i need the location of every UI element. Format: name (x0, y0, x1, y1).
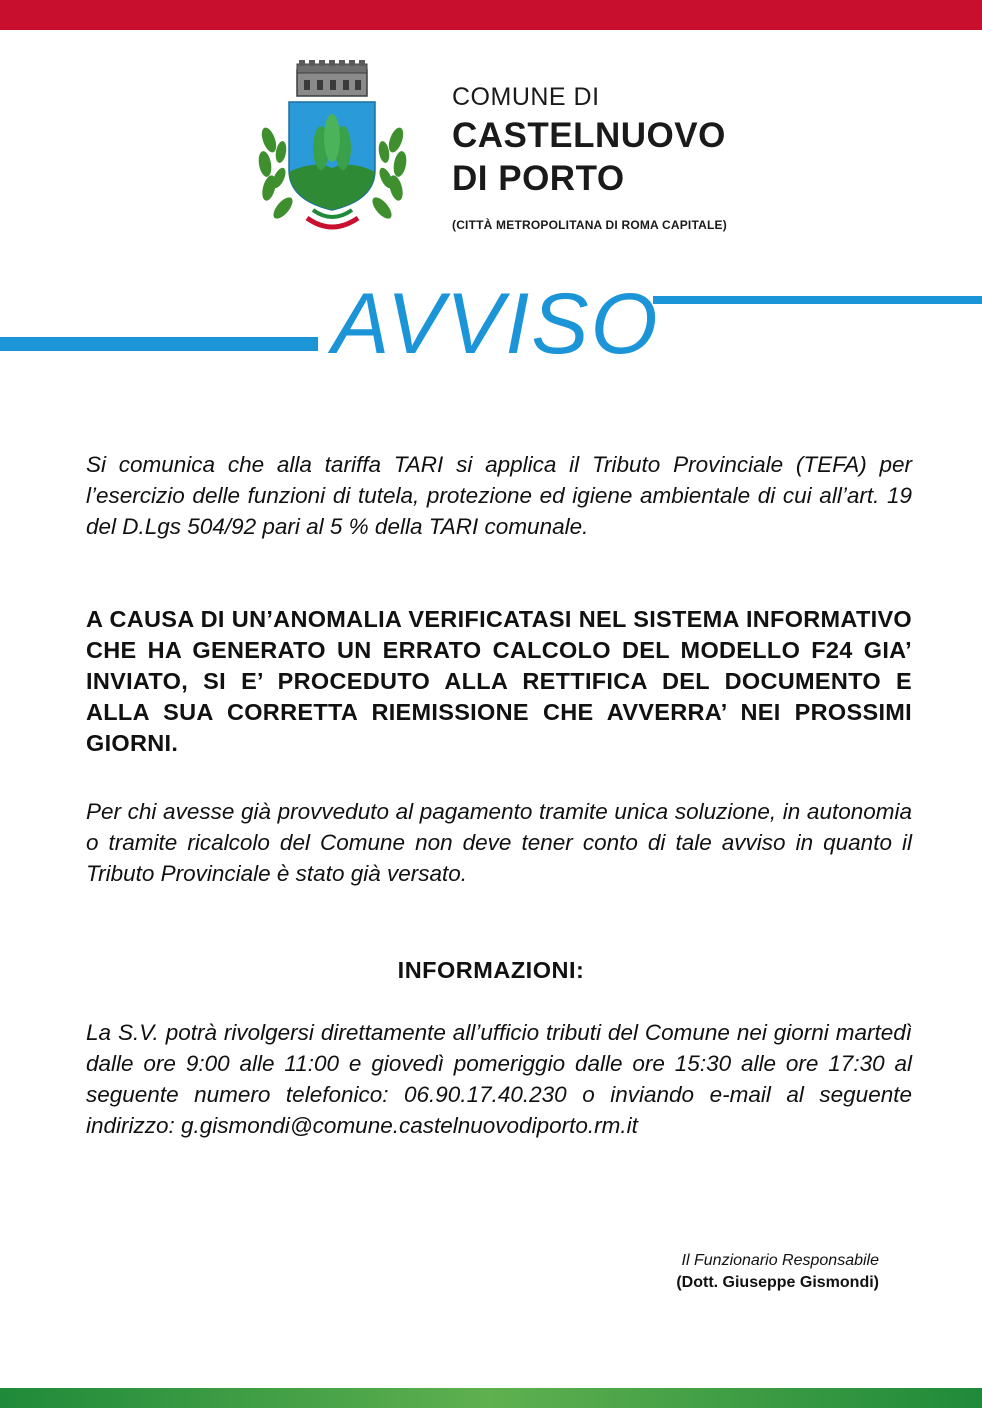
comune-name-line2: DI PORTO (452, 159, 625, 198)
bottom-green-band (0, 1388, 982, 1408)
comune-subtitle: (CITTÀ METROPOLITANA DI ROMA CAPITALE) (452, 218, 727, 232)
signature-block (676, 1250, 879, 1294)
comune-di-label: COMUNE DI (452, 83, 600, 111)
info-heading: INFORMAZIONI: (397, 957, 585, 983)
paragraph-anomalia: A CAUSA DI UN’ANOMALIA VERIFICATASI NEL SISTEMA INFORMATIVO CHE HA GENERATO UN ERRATO CALCOLO DEL MODELLO F24 GIA’ INVIATO, SI E’ PROCEDUTO ALLA RETTIFICA DEL DOCUMENTO E ALLA SUA CORRETTA RIEMISSIONE CHE AVVERRA’ NEI PROSSIMI GIORNI. (86, 606, 912, 756)
signature-name: (Dott. Giuseppe Gismondi) (676, 1274, 879, 1291)
comune-header (452, 80, 727, 232)
title-rule-left (0, 337, 318, 351)
paragraph-pagamento: Per chi avesse già provveduto al pagamento tramite unica soluzione, in autonomia o tramite ricalcolo del Comune non deve tener conto di tale avviso in quanto il Tributo Provinciale è stato già versato. (86, 799, 912, 886)
comune-name-line1: CASTELNUOVO (452, 116, 726, 155)
title-rule-right (653, 296, 982, 304)
page-title: AVVISO (332, 276, 660, 372)
municipal-crest-icon (255, 60, 410, 238)
signature-role: Il Funzionario Responsabile (681, 1252, 879, 1269)
paragraph-contatti: La S.V. potrà rivolgersi direttamente all’ufficio tributi del Comune nei giorni martedì dalle ore 9:00 alle 11:00 e giovedì pomeriggio dalle ore 15:30 alle ore 17:30 al seguente numero telefonico: 06.90.17.40.230 o inviando e-mail al seguente indirizzo: g.gismondi@comune.castelnuovodiporto.rm.it (86, 1020, 912, 1138)
paragraph-tefa: Si comunica che alla tariffa TARI si applica il Tributo Provinciale (TEFA) per l’esercizio delle funzioni di tutela, protezione ed igiene ambientale di cui all’art. 19 del D.Lgs 504/92 pari al 5 % della TARI comunale. (86, 452, 912, 539)
top-red-band (0, 0, 982, 30)
